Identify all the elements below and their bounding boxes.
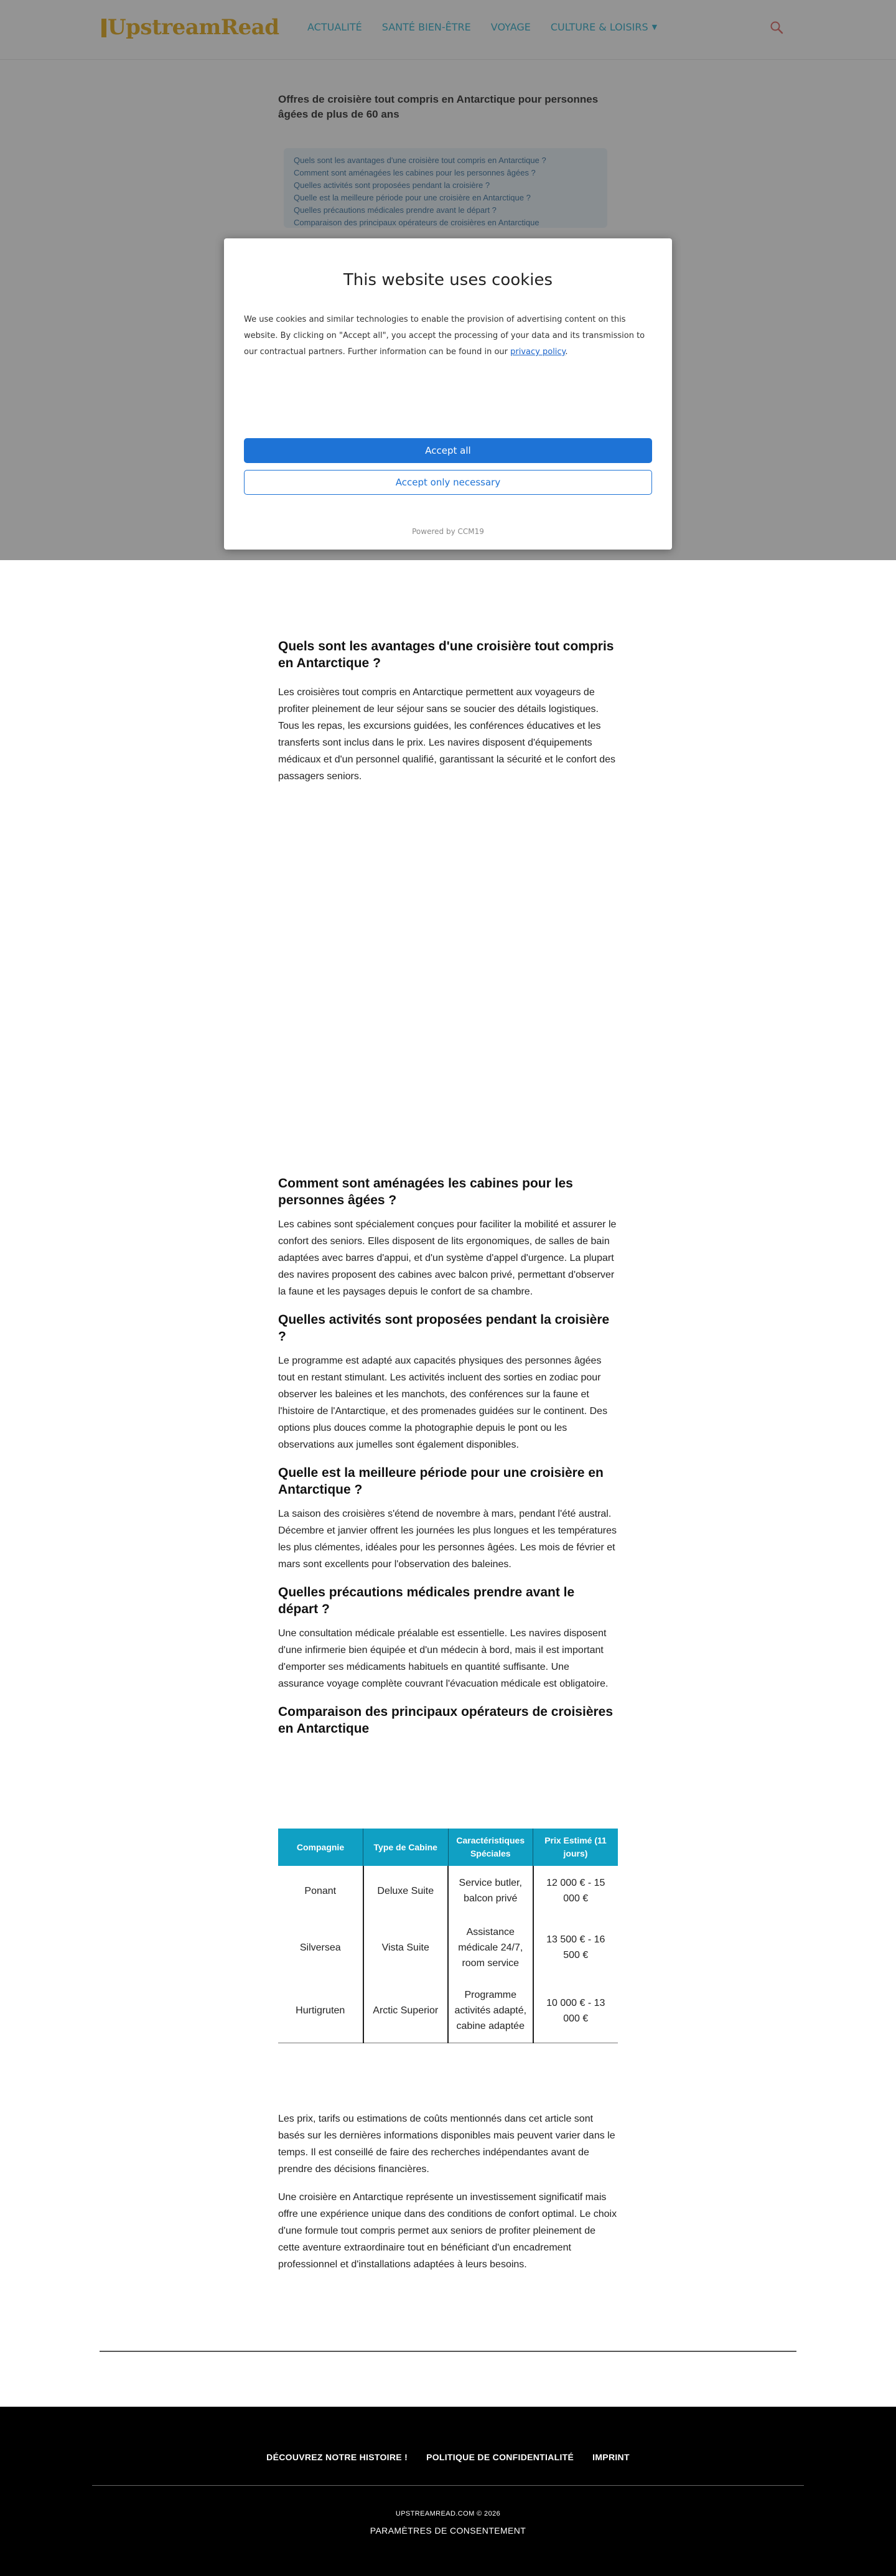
powered-by-label[interactable]: Powered by CCM19 <box>412 527 484 536</box>
table-header-cell: Type de Cabine <box>363 1829 449 1866</box>
section-body: Le programme est adapté aux capacités physiques des personnes âgées tout en restant stimulant. Les activités incluent des sorties en zodiac pour observer les baleines et les manchots, des conférences sur la faune et l'histoire de l'Antarctique, et des promenades guidées sur le continent. Des options plus douces comme la photographie depuis le pont ou les observations aux jumelles sont également disponibles. <box>278 1356 608 1450</box>
disclaimer-paragraph: Les prix, tarifs ou estimations de coûts mentionnés dans cet article sont basés sur les dernières informations disponibles mais peuvent varier dans le temps. Il est conseillé de faire des recherches indépendantes avant de prendre des décisions financières. <box>278 2114 615 2175</box>
site-footer <box>0 2407 896 2576</box>
table-row <box>278 1916 618 1979</box>
content-divider <box>100 2351 796 2352</box>
cookie-consent-dialog <box>224 238 672 550</box>
footer-divider <box>92 2485 804 2486</box>
table-cell: Programme activités adapté, cabine adaptée <box>448 1979 533 2043</box>
table-cell: 12 000 € - 15 000 € <box>546 1878 605 1904</box>
footer-link-imprint[interactable]: IMPRINT <box>592 2452 630 2462</box>
article-section-medical <box>278 1584 618 1692</box>
table-cell: Silversea <box>278 1916 363 1979</box>
footer-link-story[interactable]: DÉCOUVREZ NOTRE HISTOIRE ! <box>266 2452 408 2462</box>
cookie-text-body: We use cookies and similar technologies to enable the provision of advertising content on this website. By clicking on "Accept all", you accept the processing of your data and its transmission to our contractual partners. Further information can be found in our <box>244 315 645 357</box>
section-heading: Quelle est la meilleure période pour une croisière en Antarctique ? <box>278 1466 604 1497</box>
article-section-advantages <box>278 638 618 785</box>
table-cell: Deluxe Suite <box>363 1866 449 1916</box>
table-cell: Assistance médicale 24/7, room service <box>448 1916 533 1979</box>
cookie-dialog-text <box>244 312 652 360</box>
table-cell: 13 500 € - 16 500 € <box>546 1934 605 1960</box>
cookie-dialog-title: This website uses cookies <box>343 271 553 289</box>
table-header-row <box>278 1829 618 1866</box>
table-cell: Ponant <box>278 1866 363 1916</box>
article-section-cabins <box>278 1175 618 1300</box>
section-heading: Quelles activités sont proposées pendant la croisière ? <box>278 1313 610 1344</box>
table-header-cell: Prix Estimé (11 jours) <box>533 1829 618 1866</box>
table-cell: Hurtigruten <box>278 1979 363 2043</box>
section-body: La saison des croisières s'étend de novembre à mars, pendant l'été austral. Décembre et janvier offrent les journées les plus longues et les températures les plus clémentes, idéales pour les personnes âgées. Les mois de février et mars sont excellents pour l'observation des baleines. <box>278 1509 617 1570</box>
section-heading: Comment sont aménagées les cabines pour les personnes âgées ? <box>278 1176 573 1207</box>
table-row <box>278 1979 618 2043</box>
accept-necessary-button[interactable]: Accept only necessary <box>244 470 652 495</box>
section-body: Les cabines sont spécialement conçues pour faciliter la mobilité et assurer le confort des seniors. Elles disposent de lits ergonomiques, de salles de bain adaptées avec barres d'appui, et d'un système d'appel d'urgence. La plupart des navires proposent des cabines avec balcon privé, permettant d'observer la faune et les paysages depuis le confort de sa chambre. <box>278 1219 617 1297</box>
footer-nav <box>0 2452 896 2462</box>
table-header-cell: Compagnie <box>278 1829 363 1866</box>
article-sections-main <box>278 1175 618 1748</box>
table-cell: Service butler, balcon privé <box>448 1866 533 1916</box>
operator-comparison-table <box>278 1829 618 2043</box>
table-cell: Vista Suite <box>363 1916 449 1979</box>
article-closing <box>278 2110 618 2273</box>
accept-all-button[interactable]: Accept all <box>244 438 652 463</box>
article-section-season <box>278 1464 618 1573</box>
table-row <box>278 1866 618 1916</box>
table-header-cell: Caractéristiques Spéciales <box>448 1829 533 1866</box>
table-cell: Arctic Superior <box>363 1979 449 2043</box>
conclusion-paragraph: Une croisière en Antarctique représente un investissement significatif mais offre une expérience unique dans des conditions de confort optimal. Le choix d'une formule tout compris permet aux seniors de profiter pleinement de cette aventure extraordinaire tout en bénéficiant d'un encadrement professionnel et d'installations adaptées à leurs besoins. <box>278 2192 617 2270</box>
copyright-text: UPSTREAMREAD.COM © 2026 <box>395 2510 501 2517</box>
section-heading: Comparaison des principaux opérateurs de croisières en Antarctique <box>278 1705 614 1736</box>
privacy-policy-link[interactable]: privacy policy <box>510 347 566 357</box>
article-section-comparison <box>278 1703 618 1737</box>
section-heading: Quels sont les avantages d'une croisière tout compris en Antarctique ? <box>278 639 614 670</box>
section-heading: Quelles précautions médicales prendre avant le départ ? <box>278 1585 575 1616</box>
footer-link-privacy[interactable]: POLITIQUE DE CONFIDENTIALITÉ <box>426 2452 574 2462</box>
comparison-table-wrap <box>278 1829 618 2043</box>
section-body: Une consultation médicale préalable est essentielle. Les navires disposent d'une infirmerie bien équipée et d'un médecin à bord, mais il est important d'emporter ses médicaments habituels en quantité suffisante. Une assurance voyage complète couvrant l'évacuation médicale est obligatoire. <box>278 1628 609 1689</box>
article-section-activities <box>278 1311 618 1453</box>
section-body: Les croisières tout compris en Antarctique permettent aux voyageurs de profiter pleinement de leur séjour sans se soucier des détails logistiques. Tous les repas, les excursions guidées, les conférences éducatives et les transferts sont inclus dans le prix. Les navires disposent d'équipements médicaux et d'un personnel qualifié, garantissant la sécurité et le confort des passagers seniors. <box>278 687 616 782</box>
cookie-text-end: . <box>565 347 568 357</box>
consent-settings-link[interactable]: PARAMÈTRES DE CONSENTEMENT <box>370 2526 526 2536</box>
table-cell: 10 000 € - 13 000 € <box>533 1979 618 2043</box>
